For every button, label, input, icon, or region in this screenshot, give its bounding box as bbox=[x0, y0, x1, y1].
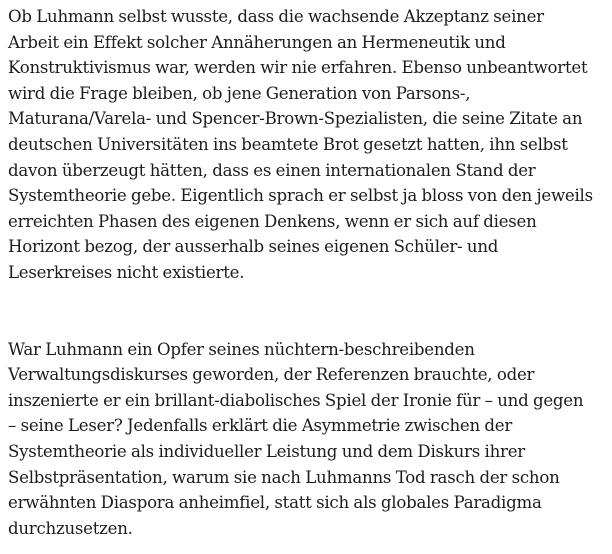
article-body bbox=[8, 4, 604, 541]
paragraph-1: Ob Luhmann selbst wusste, dass die wachsende Akzeptanz seiner Arbeit ein Effekt solcher Annäherungen an Hermeneutik und Konstruktivismus war, werden wir nie erfahren. Ebenso unbeantwortet wird die Frage bleiben, ob jene Generation von Parsons-, Maturana/Varela- und Spencer-Brown-Spezialisten, die seine Zitate an deutschen Universitäten ins beamtete Brot gesetzt hatten, ihn selbst davon überzeugt hätten, dass es einen internationalen Stand der Systemtheorie gebe. Eigentlich sprach er selbst ja bloss von den jeweils erreichten Phasen des eigenen Denkens, wenn er sich auf diesen Horizont bezog, der ausserhalb seines eigenen Schüler- und Leserkreises nicht existierte. bbox=[8, 7, 593, 282]
paragraph-2: War Luhmann ein Opfer seines nüchtern-beschreibenden Verwaltungsdiskurses geworden, der Referenzen brauchte, oder inszenierte er ein brillant-diabolisches Spiel der Ironie für – und gegen – seine Leser? Jedenfalls erklärt die Asymmetrie zwischen der Systemtheorie als individueller Leistung und dem Diskurs ihrer Selbstpräsentation, warum sie nach Luhmanns Tod rasch der schon erwähnten Diaspora anheimfiel, statt sich als globales Paradigma durchzusetzen. bbox=[8, 339, 584, 538]
